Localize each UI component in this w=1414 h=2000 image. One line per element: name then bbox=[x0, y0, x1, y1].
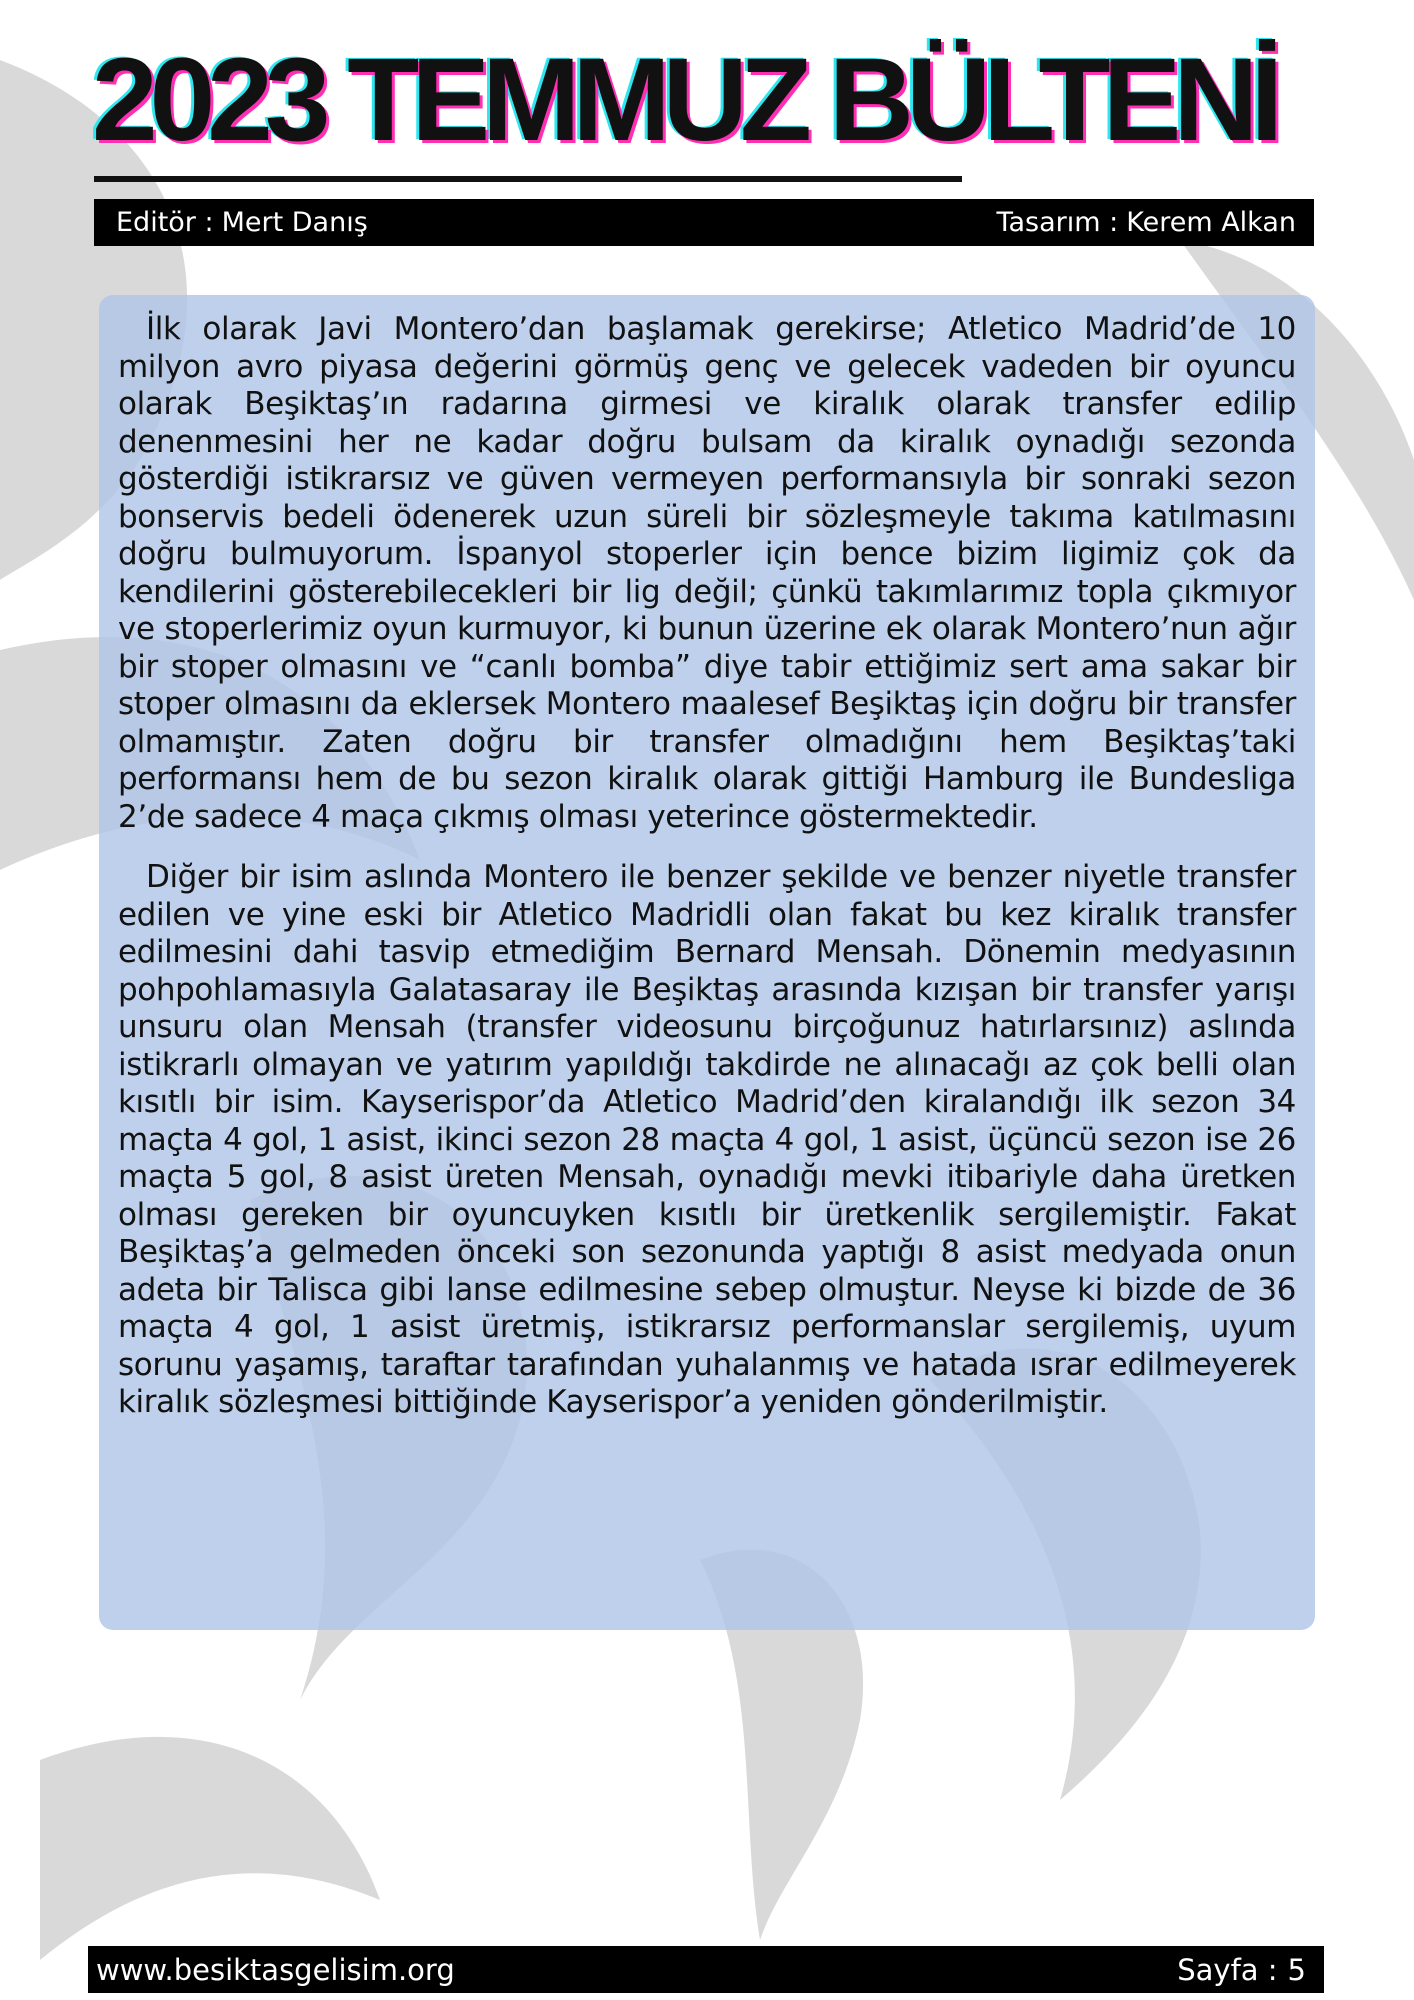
article-box bbox=[99, 295, 1315, 1630]
article-paragraph: Diğer bir isim aslında Montero ile benzer şekilde ve benzer niyetle transfer edilen ve yine eski bir Atletico Madridli olan fakat bu kez kiralık transfer edilmesini dahi tasvip etmediğim Bernard Mensah. Dönemin medyasının pohpohlamasıyla Galatasaray ile Beşiktaş arasında kızışan bir transfer yarışı unsuru olan Mensah (transfer videosunu birçoğunuz hatırlarsınız) aslında istikrarlı olmayan ve yatırım yapıldığı takdirde ne alınacağı az çok belli olan kısıtlı bir isim. Kayserispor’da Atletico Madrid’den kiralandığı ilk sezon 34 maçta 4 gol, 1 asist, ikinci sezon 28 maçta 4 gol, 1 asist, üçüncü sezon ise 26 maçta 5 gol, 8 asist üreten Mensah, oynadığı mevki itibariyle daha üretken olması gereken bir oyuncuyken kısıtlı bir üretkenlik sergilemiştir. Fakat Beşiktaş’a gelmeden önceki son sezonunda yaptığı 8 asist medyada onun adeta bir Talisca gibi lanse edilmesine sebep olmuştur. Neyse ki bizde de 36 maçta 4 gol, 1 asist üretmiş, istikrarsız performanslar sergilemiş, uyum sorunu yaşamış, taraftar tarafından yuhalanmış ve hatada ısrar edilmeyerek kiralık sözleşmesi bittiğinde Kayserispor’a yeniden gönderilmiştir. bbox=[118, 859, 1296, 1420]
title-divider bbox=[94, 176, 962, 182]
page-label: Sayfa : bbox=[1177, 1952, 1278, 1987]
page-number: 5 bbox=[1287, 1952, 1306, 1987]
editor-credit bbox=[116, 207, 368, 238]
editor-label: Editör : bbox=[116, 207, 214, 238]
article-paragraph: İlk olarak Javi Montero’dan başlamak gerekirse; Atletico Madrid’de 10 milyon avro piyasa değerini görmüş genç ve gelecek vadeden bir oyuncu olarak Beşiktaş’ın radarına girmesi ve kiralık olarak transfer edilip denenmesini her ne kadar doğru bulsam da kiralık oynadığı sezonda gösterdiği istikrarsız ve güven vermeyen performansıyla bir sonraki sezon bonservis bedeli ödenerek uzun süreli bir sözleşmeyle takıma katılmasını doğru bulmuyorum. İspanyol stoperler için bence bizim ligimiz çok da kendilerini gösterebilecekleri bir lig değil; çünkü takımlarımız topla çıkmıyor ve stoperlerimiz oyun kurmuyor, ki bunun üzerine ek olarak Montero’nun ağır bir stoper olmasını ve “canlı bomba” diye tabir ettiğimiz sert ama sakar bir stoper olmasını da eklersek Montero maalesef Beşiktaş için doğru bir transfer olmamıştır. Zaten doğru bir transfer olmadığını hem Beşiktaş’taki performansı hem de bu sezon kiralık olarak gittiği Hamburg ile Bundesliga 2’de sadece 4 maça çıkmış olması yeterince göstermektedir. bbox=[118, 311, 1296, 835]
page-indicator bbox=[1177, 1953, 1306, 1987]
design-name: Kerem Alkan bbox=[1126, 207, 1296, 238]
footer-bar bbox=[88, 1946, 1324, 1993]
design-credit bbox=[996, 207, 1296, 238]
design-label: Tasarım : bbox=[996, 207, 1119, 238]
bulletin-title: 2023 TEMMUZ BÜLTENİ bbox=[92, 34, 1276, 166]
credits-bar bbox=[94, 199, 1314, 246]
editor-name: Mert Danış bbox=[221, 207, 368, 238]
website-link[interactable]: www.besiktasgelisim.org bbox=[96, 1952, 455, 1987]
